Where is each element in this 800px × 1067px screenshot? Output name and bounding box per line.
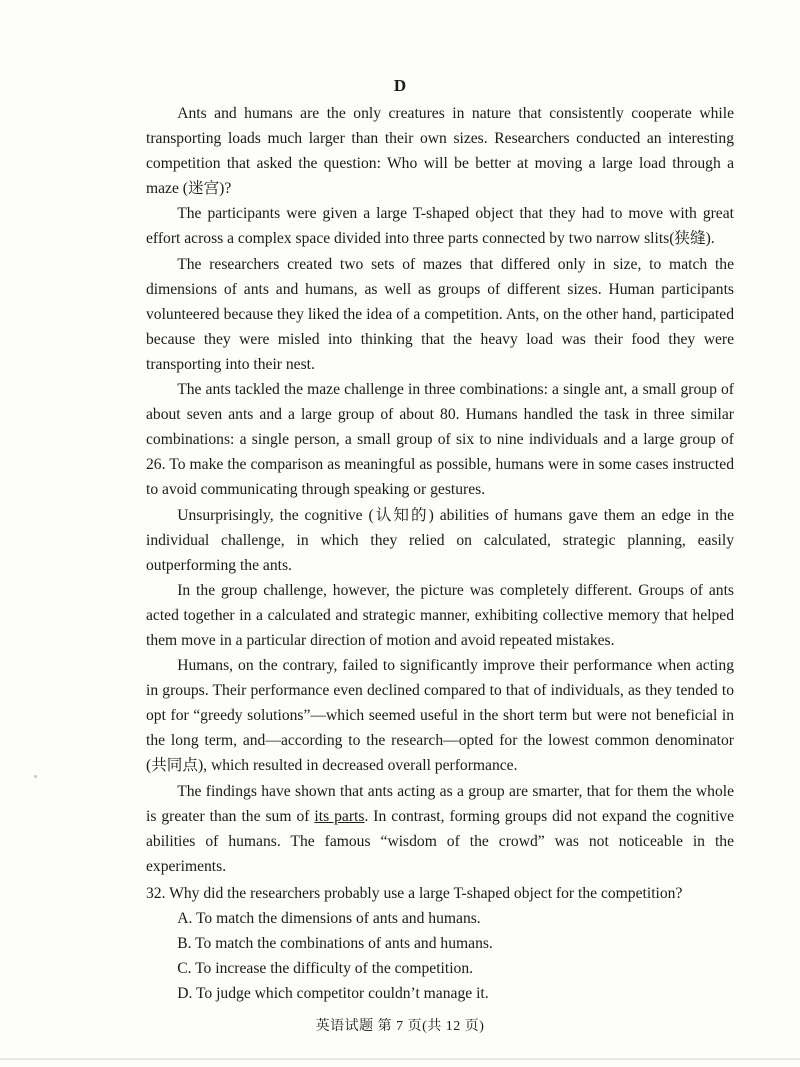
page-footer: 英语试题 第 7 页(共 12 页)	[315, 1019, 485, 1034]
passage-paragraph: In the group challenge, however, the picture was completely different. Groups of ants acted together in a calculated and strategic manner, exhibiting collective memory that helped them move in a particular direction of motion and avoid repeated mistakes.	[146, 581, 734, 649]
page-bottom-edge	[0, 1058, 800, 1060]
underlined-phrase: its parts	[314, 807, 365, 825]
question-stem: 32. Why did the researchers probably use a large T-shaped object for the competition?	[146, 884, 683, 902]
passage-paragraph: The participants were given a large T-shaped object that they had to move with great effort across a complex space divided into three parts connected by two narrow slits(狭缝).	[146, 205, 734, 248]
passage-paragraph: Unsurprisingly, the cognitive (认知的) abilities of humans gave them an edge in the individual challenge, in which they relied on calculated, strategic planning, easily outperforming the ants.	[146, 506, 734, 574]
passage-paragraph-final	[146, 779, 734, 879]
option-c: C. To increase the difficulty of the competition.	[177, 960, 474, 978]
option-b: B. To match the combinations of ants and humans.	[177, 935, 493, 953]
reading-passage	[146, 101, 734, 1006]
passage-paragraph: Ants and humans are the only creatures in nature that consistently cooperate while transporting loads much larger than their own sizes. Researchers conducted an interesting competition that asked the question: Who will be better at moving a large load through a maze (迷宫)?	[146, 105, 734, 198]
final-paragraph-text-end: . In contrast, forming groups did not expand the cognitive abilities of humans. The famous “wisdom of the crowd” was not noticeable in the experiments.	[146, 807, 734, 875]
scan-speck	[34, 775, 37, 778]
question-32	[146, 881, 734, 1006]
section-heading: D	[393, 76, 407, 95]
passage-paragraph: The ants tackled the maze challenge in three combinations: a single ant, a small group of about seven ants and a large group of about 80. Humans handled the task in three similar combinations: a single person, a small group of six to nine individuals and a large group of 26. To make the comparison as meaningful as possible, humans were in some cases instructed to avoid communicating through speaking or gestures.	[146, 381, 734, 499]
final-paragraph-text-start: The findings have shown that ants acting as a group are smarter, that for them the whole is greater than the sum of	[146, 782, 734, 825]
passage-paragraph: Humans, on the contrary, failed to significantly improve their performance when acting in groups. Their performance even declined compared to that of individuals, as they tended to opt for “greedy solutions”—which seemed useful in the short term but were not beneficial in the long term, and—according to the research—opted for the lowest common denominator (共同点), which resulted in decreased overall performance.	[146, 657, 734, 775]
option-a: A. To match the dimensions of ants and humans.	[177, 910, 481, 927]
passage-paragraph: The researchers created two sets of mazes that differed only in size, to match the dimensions of ants and humans, as well as groups of different sizes. Human participants volunteered because they liked the idea of a competition. Ants, on the other hand, participated because they were misled into thinking that the heavy load was their food they were transporting into their nest.	[146, 255, 734, 373]
option-d: D. To judge which competitor couldn’t manage it.	[177, 985, 489, 1003]
